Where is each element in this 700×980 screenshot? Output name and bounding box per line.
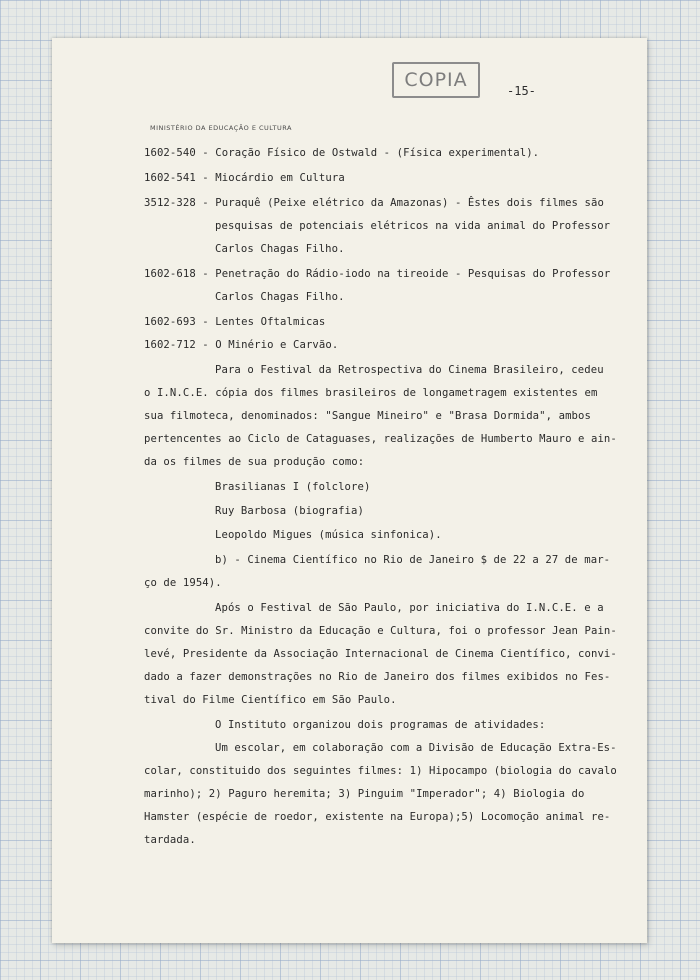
document-line: sua filmoteca, denominados: "Sangue Mineiro" e "Brasa Dormida", ambos (144, 410, 591, 422)
document-line: 1602-712 - O Minério e Carvão. (144, 339, 339, 351)
document-line: Para o Festival da Retrospectiva do Cinema Brasileiro, cedeu (215, 364, 604, 376)
document-line: colar, constituido dos seguintes filmes: 1) Hipocampo (biologia do cavalo (144, 765, 617, 777)
document-line: o I.N.C.E. cópia dos filmes brasileiros de longametragem existentes em (144, 387, 598, 399)
copia-stamp: COPIA (392, 62, 480, 98)
document-line: dado a fazer demonstrações no Rio de Janeiro dos filmes exibidos no Fes- (144, 671, 611, 683)
ministry-header: MINISTÉRIO DA EDUCAÇÃO E CULTURA (150, 124, 292, 132)
document-line: pertencentes ao Ciclo de Cataguases, realizações de Humberto Mauro e ain- (144, 433, 617, 445)
document-line: ço de 1954). (144, 577, 222, 589)
document-line: tardada. (144, 834, 196, 846)
document-line: 3512-328 - Puraquê (Peixe elétrico da Amazonas) - Êstes dois filmes são (144, 197, 604, 209)
document-line: Após o Festival de São Paulo, por iniciativa do I.N.C.E. e a (215, 602, 604, 614)
document-line: Leopoldo Migues (música sinfonica). (215, 529, 442, 541)
document-line: da os filmes de sua produção como: (144, 456, 365, 468)
document-line: 1602-618 - Penetração do Rádio-iodo na tireoide - Pesquisas do Professor (144, 268, 611, 280)
document-line: Hamster (espécie de roedor, existente na Europa);5) Locomoção animal re- (144, 811, 611, 823)
document-line: Um escolar, em colaboração com a Divisão de Educação Extra-Es- (215, 742, 617, 754)
document-line: Carlos Chagas Filho. (215, 291, 345, 303)
page-number: -15- (507, 84, 536, 98)
document-line: tival do Filme Científico em São Paulo. (144, 694, 397, 706)
document-line: 1602-541 - Miocárdio em Cultura (144, 172, 345, 184)
document-line: Ruy Barbosa (biografia) (215, 505, 364, 517)
document-line: b) - Cinema Científico no Rio de Janeiro $ de 22 a 27 de mar- (215, 554, 611, 566)
document-line: levé, Presidente da Associação Internacional de Cinema Científico, convi- (144, 648, 617, 660)
document-line: 1602-693 - Lentes Oftalmicas (144, 316, 326, 328)
document-line: Carlos Chagas Filho. (215, 243, 345, 255)
document-line: O Instituto organizou dois programas de atividades: (215, 719, 546, 731)
document-line: Brasilianas I (folclore) (215, 481, 371, 493)
document-line: pesquisas de potenciais elétricos na vida animal do Professor (215, 220, 611, 232)
document-line: 1602-540 - Coração Físico de Ostwald - (Física experimental). (144, 147, 540, 159)
document-line: marinho); 2) Paguro heremita; 3) Pinguim "Imperador"; 4) Biologia do (144, 788, 585, 800)
document-line: convite do Sr. Ministro da Educação e Cultura, foi o professor Jean Pain- (144, 625, 617, 637)
